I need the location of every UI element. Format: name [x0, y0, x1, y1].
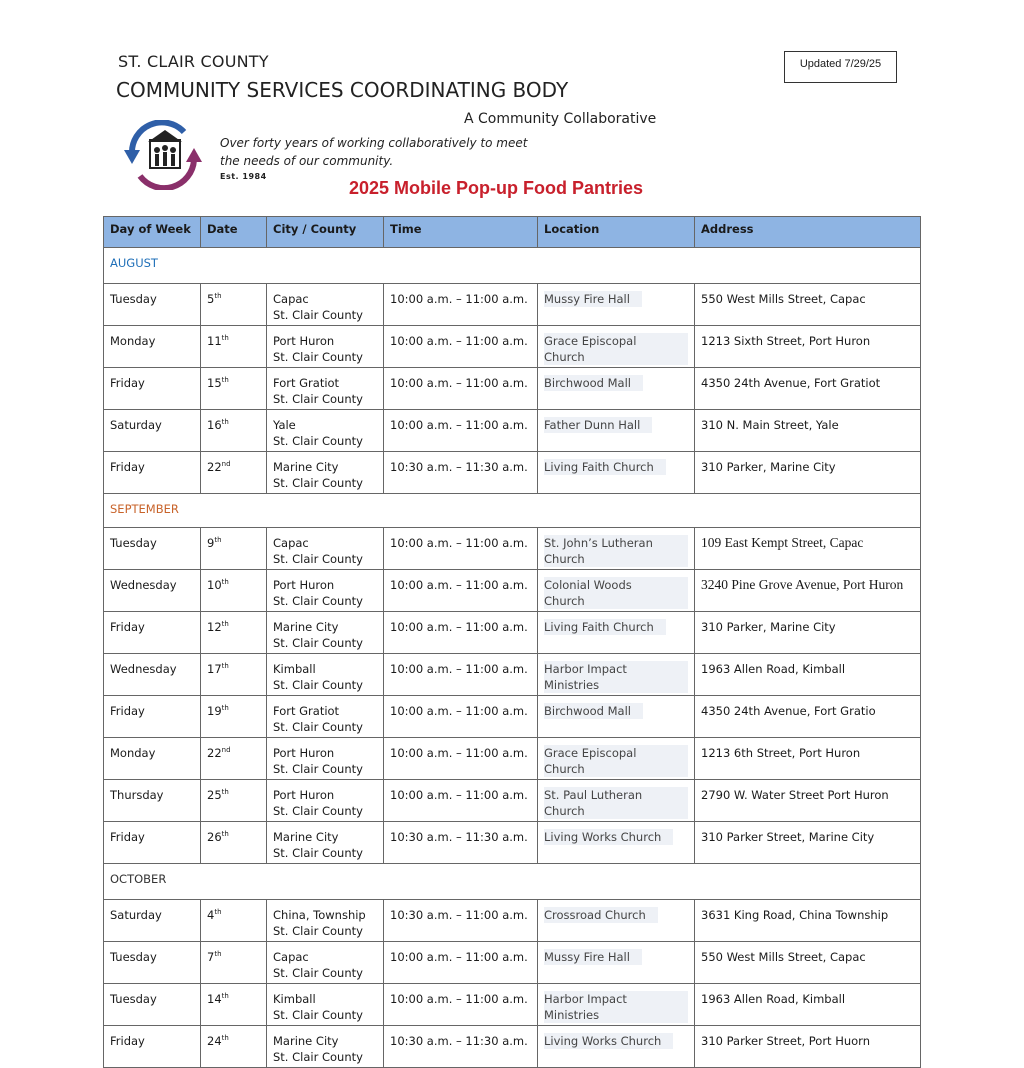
- address-text: 310 Parker Street, Port Huorn: [701, 1034, 871, 1048]
- date-number: 14: [207, 992, 222, 1006]
- time-range: 10:00 a.m. – 11:00 a.m.: [390, 418, 528, 432]
- location-name: Harbor Impact Ministries: [544, 991, 688, 1023]
- date-suffix: th: [214, 292, 222, 301]
- day-cell: [104, 900, 201, 942]
- date-number: 16: [207, 418, 222, 432]
- time-range: 10:00 a.m. – 11:00 a.m.: [390, 376, 528, 390]
- location-name: St. Paul Lutheran Church: [544, 787, 688, 819]
- time-cell: [384, 696, 538, 738]
- location-name: Colonial Woods Church: [544, 577, 688, 609]
- date-number: 5: [207, 292, 215, 306]
- month-label: SEPTEMBER: [104, 494, 921, 528]
- day-cell: [104, 696, 201, 738]
- document-title: 2025 Mobile Pop-up Food Pantries: [349, 178, 644, 198]
- table-row: [104, 612, 921, 654]
- table-row: [104, 822, 921, 864]
- city-county-cell: [267, 284, 384, 326]
- table-row: [104, 570, 921, 612]
- time-range: 10:00 a.m. – 11:00 a.m.: [390, 620, 528, 634]
- location-cell: [538, 326, 695, 368]
- location-name: Harbor Impact Ministries: [544, 661, 688, 693]
- city-county-cell: [267, 738, 384, 780]
- date-suffix: th: [221, 788, 229, 797]
- address-text: 1963 Allen Road, Kimball: [701, 992, 846, 1006]
- date-cell: [201, 284, 267, 326]
- time-range: 10:30 a.m. – 11:00 a.m.: [390, 908, 528, 922]
- location-cell: [538, 612, 695, 654]
- table-row: [104, 410, 921, 452]
- address-cell: [695, 654, 921, 696]
- table-row: [104, 738, 921, 780]
- location-cell: [538, 984, 695, 1026]
- city-county-cell: [267, 1026, 384, 1068]
- address-text: 310 Parker Street, Marine City: [701, 830, 875, 844]
- day-of-week: Friday: [110, 704, 145, 718]
- county-name: St. Clair County: [273, 924, 363, 938]
- day-of-week: Thursday: [110, 788, 164, 802]
- county-name: St. Clair County: [273, 762, 363, 776]
- day-of-week: Tuesday: [110, 992, 157, 1006]
- county-name: St. Clair County: [273, 1008, 363, 1022]
- address-text: 550 West Mills Street, Capac: [701, 292, 866, 306]
- day-cell: [104, 654, 201, 696]
- location-name: Living Faith Church: [544, 459, 666, 475]
- location-cell: [538, 452, 695, 494]
- city-name: China, Township: [273, 908, 366, 922]
- location-name: Father Dunn Hall: [544, 417, 652, 433]
- time-range: 10:00 a.m. – 11:00 a.m.: [390, 746, 528, 760]
- time-cell: [384, 612, 538, 654]
- location-name: Mussy Fire Hall: [544, 949, 642, 965]
- date-cell: [201, 410, 267, 452]
- location-name: Grace Episcopal Church: [544, 333, 688, 365]
- month-header-row: [104, 248, 921, 284]
- time-cell: [384, 326, 538, 368]
- date-number: 24: [207, 1034, 222, 1048]
- date-cell: [201, 612, 267, 654]
- address-text: 109 East Kempt Street, Capac: [701, 535, 864, 550]
- day-cell: [104, 284, 201, 326]
- city-name: Port Huron: [273, 334, 335, 348]
- time-cell: [384, 570, 538, 612]
- day-of-week: Friday: [110, 1034, 145, 1048]
- address-cell: [695, 528, 921, 570]
- date-cell: [201, 528, 267, 570]
- day-of-week: Friday: [110, 620, 145, 634]
- location-cell: [538, 780, 695, 822]
- address-cell: [695, 822, 921, 864]
- column-header-location: Location: [538, 217, 695, 248]
- column-header-city: City / County: [267, 217, 384, 248]
- column-header-day: Day of Week: [104, 217, 201, 248]
- org-name-line1: ST. CLAIR COUNTY: [118, 52, 269, 71]
- table-row: [104, 942, 921, 984]
- address-cell: [695, 570, 921, 612]
- location-name: Birchwood Mall: [544, 375, 643, 391]
- time-cell: [384, 284, 538, 326]
- city-county-cell: [267, 410, 384, 452]
- city-county-cell: [267, 368, 384, 410]
- table-row: [104, 1026, 921, 1068]
- address-text: 1963 Allen Road, Kimball: [701, 662, 846, 676]
- month-label: AUGUST: [104, 248, 921, 284]
- location-name: Crossroad Church: [544, 907, 658, 923]
- address-cell: [695, 612, 921, 654]
- date-cell: [201, 696, 267, 738]
- day-cell: [104, 326, 201, 368]
- time-cell: [384, 780, 538, 822]
- day-cell: [104, 368, 201, 410]
- city-county-cell: [267, 452, 384, 494]
- day-of-week: Tuesday: [110, 292, 157, 306]
- date-suffix: th: [221, 830, 229, 839]
- date-cell: [201, 900, 267, 942]
- time-range: 10:30 a.m. – 11:30 a.m.: [390, 830, 528, 844]
- location-cell: [538, 1026, 695, 1068]
- address-cell: [695, 452, 921, 494]
- county-name: St. Clair County: [273, 308, 363, 322]
- city-name: Port Huron: [273, 788, 335, 802]
- day-of-week: Wednesday: [110, 662, 177, 676]
- date-suffix: th: [221, 1034, 229, 1043]
- city-name: Marine City: [273, 460, 339, 474]
- address-cell: [695, 696, 921, 738]
- address-cell: [695, 900, 921, 942]
- org-name-line2: COMMUNITY SERVICES COORDINATING BODY: [116, 78, 569, 102]
- food-pantry-schedule-table: [103, 216, 921, 1068]
- county-name: St. Clair County: [273, 846, 363, 860]
- month-header-row: [104, 494, 921, 528]
- date-number: 22: [207, 746, 222, 760]
- address-text: 1213 6th Street, Port Huron: [701, 746, 861, 760]
- location-cell: [538, 284, 695, 326]
- date-suffix: th: [221, 578, 229, 587]
- table-row: [104, 654, 921, 696]
- day-of-week: Wednesday: [110, 578, 177, 592]
- table-row: [104, 284, 921, 326]
- date-suffix: nd: [221, 460, 231, 469]
- address-text: 310 Parker, Marine City: [701, 620, 836, 634]
- date-number: 26: [207, 830, 222, 844]
- time-cell: [384, 1026, 538, 1068]
- day-cell: [104, 780, 201, 822]
- date-suffix: th: [214, 950, 222, 959]
- location-name: Birchwood Mall: [544, 703, 643, 719]
- county-name: St. Clair County: [273, 392, 363, 406]
- time-range: 10:00 a.m. – 11:00 a.m.: [390, 950, 528, 964]
- date-number: 11: [207, 334, 222, 348]
- date-number: 17: [207, 662, 222, 676]
- address-cell: [695, 984, 921, 1026]
- county-name: St. Clair County: [273, 594, 363, 608]
- date-number: 10: [207, 578, 222, 592]
- table-header-row: [104, 217, 921, 248]
- city-name: Kimball: [273, 662, 316, 676]
- time-cell: [384, 528, 538, 570]
- time-cell: [384, 822, 538, 864]
- day-cell: [104, 1026, 201, 1068]
- city-county-cell: [267, 900, 384, 942]
- date-number: 12: [207, 620, 222, 634]
- date-number: 9: [207, 536, 215, 550]
- established-year: Est. 1984: [220, 172, 267, 181]
- city-county-cell: [267, 612, 384, 654]
- time-range: 10:30 a.m. – 11:30 a.m.: [390, 460, 528, 474]
- time-range: 10:30 a.m. – 11:30 a.m.: [390, 1034, 528, 1048]
- location-name: Living Works Church: [544, 1033, 673, 1049]
- date-cell: [201, 368, 267, 410]
- time-cell: [384, 738, 538, 780]
- date-suffix: th: [221, 620, 229, 629]
- table-row: [104, 368, 921, 410]
- city-county-cell: [267, 780, 384, 822]
- day-cell: [104, 528, 201, 570]
- day-cell: [104, 452, 201, 494]
- city-name: Capac: [273, 292, 309, 306]
- day-cell: [104, 942, 201, 984]
- location-cell: [538, 410, 695, 452]
- county-name: St. Clair County: [273, 636, 363, 650]
- table-row: [104, 528, 921, 570]
- time-range: 10:00 a.m. – 11:00 a.m.: [390, 704, 528, 718]
- date-suffix: th: [214, 536, 222, 545]
- location-cell: [538, 822, 695, 864]
- location-name: St. John’s Lutheran Church: [544, 535, 688, 567]
- date-cell: [201, 570, 267, 612]
- address-text: 1213 Sixth Street, Port Huron: [701, 334, 871, 348]
- table-row: [104, 900, 921, 942]
- day-of-week: Tuesday: [110, 950, 157, 964]
- city-county-cell: [267, 696, 384, 738]
- city-name: Kimball: [273, 992, 316, 1006]
- location-name: Living Faith Church: [544, 619, 666, 635]
- date-cell: [201, 822, 267, 864]
- city-name: Marine City: [273, 830, 339, 844]
- address-cell: [695, 284, 921, 326]
- location-cell: [538, 942, 695, 984]
- address-text: 310 Parker, Marine City: [701, 460, 836, 474]
- time-cell: [384, 900, 538, 942]
- address-text: 4350 24th Avenue, Fort Gratio: [701, 704, 876, 718]
- date-suffix: th: [214, 908, 222, 917]
- day-of-week: Tuesday: [110, 536, 157, 550]
- date-number: 22: [207, 460, 222, 474]
- city-name: Capac: [273, 536, 309, 550]
- city-name: Fort Gratiot: [273, 376, 340, 390]
- location-name: Living Works Church: [544, 829, 673, 845]
- date-cell: [201, 452, 267, 494]
- date-cell: [201, 326, 267, 368]
- time-cell: [384, 984, 538, 1026]
- county-name: St. Clair County: [273, 350, 363, 364]
- city-name: Yale: [273, 418, 296, 432]
- address-cell: [695, 780, 921, 822]
- table-row: [104, 452, 921, 494]
- county-name: St. Clair County: [273, 678, 363, 692]
- day-cell: [104, 612, 201, 654]
- location-cell: [538, 900, 695, 942]
- organization-logo-icon: [122, 120, 208, 190]
- city-name: Port Huron: [273, 746, 335, 760]
- county-name: St. Clair County: [273, 434, 363, 448]
- county-name: St. Clair County: [273, 804, 363, 818]
- month-header-row: [104, 864, 921, 900]
- city-name: Marine City: [273, 1034, 339, 1048]
- time-range: 10:00 a.m. – 11:00 a.m.: [390, 788, 528, 802]
- time-range: 10:00 a.m. – 11:00 a.m.: [390, 334, 528, 348]
- day-of-week: Monday: [110, 334, 156, 348]
- city-name: Port Huron: [273, 578, 335, 592]
- day-cell: [104, 738, 201, 780]
- date-suffix: th: [221, 704, 229, 713]
- date-number: 7: [207, 950, 215, 964]
- date-cell: [201, 942, 267, 984]
- address-text: 4350 24th Avenue, Fort Gratiot: [701, 376, 881, 390]
- city-name: Fort Gratiot: [273, 704, 340, 718]
- table-row: [104, 326, 921, 368]
- address-text: 550 West Mills Street, Capac: [701, 950, 866, 964]
- updated-date-box: Updated 7/29/25: [784, 51, 897, 83]
- county-name: St. Clair County: [273, 966, 363, 980]
- day-of-week: Friday: [110, 830, 145, 844]
- date-cell: [201, 654, 267, 696]
- address-cell: [695, 738, 921, 780]
- day-of-week: Friday: [110, 376, 145, 390]
- time-range: 10:00 a.m. – 11:00 a.m.: [390, 578, 528, 592]
- column-header-date: Date: [201, 217, 267, 248]
- column-header-address: Address: [695, 217, 921, 248]
- city-county-cell: [267, 570, 384, 612]
- city-county-cell: [267, 822, 384, 864]
- location-cell: [538, 570, 695, 612]
- date-suffix: th: [221, 662, 229, 671]
- county-name: St. Clair County: [273, 552, 363, 566]
- city-county-cell: [267, 326, 384, 368]
- date-cell: [201, 780, 267, 822]
- date-suffix: nd: [221, 746, 231, 755]
- time-range: 10:00 a.m. – 11:00 a.m.: [390, 662, 528, 676]
- date-cell: [201, 1026, 267, 1068]
- table-row: [104, 780, 921, 822]
- org-subtitle: A Community Collaborative: [464, 111, 657, 127]
- time-cell: [384, 452, 538, 494]
- day-cell: [104, 410, 201, 452]
- date-suffix: th: [221, 992, 229, 1001]
- county-name: St. Clair County: [273, 1050, 363, 1064]
- address-text: 3631 King Road, China Township: [701, 908, 889, 922]
- address-cell: [695, 326, 921, 368]
- county-name: St. Clair County: [273, 476, 363, 490]
- location-name: Grace Episcopal Church: [544, 745, 688, 777]
- location-cell: [538, 368, 695, 410]
- date-cell: [201, 984, 267, 1026]
- time-range: 10:00 a.m. – 11:00 a.m.: [390, 536, 528, 550]
- address-cell: [695, 410, 921, 452]
- city-name: Capac: [273, 950, 309, 964]
- location-name: Mussy Fire Hall: [544, 291, 642, 307]
- date-suffix: th: [221, 334, 229, 343]
- location-cell: [538, 738, 695, 780]
- address-text: 3240 Pine Grove Avenue, Port Huron: [701, 577, 904, 592]
- day-of-week: Monday: [110, 746, 156, 760]
- time-cell: [384, 654, 538, 696]
- day-cell: [104, 570, 201, 612]
- tagline: Over forty years of working collaboratively to meet the needs of our community.: [220, 136, 528, 168]
- city-name: Marine City: [273, 620, 339, 634]
- column-header-time: Time: [384, 217, 538, 248]
- address-cell: [695, 1026, 921, 1068]
- day-cell: [104, 822, 201, 864]
- city-county-cell: [267, 654, 384, 696]
- date-cell: [201, 738, 267, 780]
- city-county-cell: [267, 984, 384, 1026]
- time-range: 10:00 a.m. – 11:00 a.m.: [390, 992, 528, 1006]
- date-suffix: th: [221, 376, 229, 385]
- time-cell: [384, 368, 538, 410]
- date-number: 4: [207, 908, 215, 922]
- location-cell: [538, 654, 695, 696]
- time-range: 10:00 a.m. – 11:00 a.m.: [390, 292, 528, 306]
- date-number: 15: [207, 376, 222, 390]
- table-row: [104, 696, 921, 738]
- date-number: 19: [207, 704, 222, 718]
- address-cell: [695, 368, 921, 410]
- day-of-week: Saturday: [110, 418, 162, 432]
- day-of-week: Friday: [110, 460, 145, 474]
- time-cell: [384, 410, 538, 452]
- county-name: St. Clair County: [273, 720, 363, 734]
- location-cell: [538, 696, 695, 738]
- date-number: 25: [207, 788, 222, 802]
- address-text: 310 N. Main Street, Yale: [701, 418, 839, 432]
- address-cell: [695, 942, 921, 984]
- location-cell: [538, 528, 695, 570]
- address-text: 2790 W. Water Street Port Huron: [701, 788, 889, 802]
- date-suffix: th: [221, 418, 229, 427]
- time-cell: [384, 942, 538, 984]
- day-cell: [104, 984, 201, 1026]
- city-county-cell: [267, 942, 384, 984]
- city-county-cell: [267, 528, 384, 570]
- day-of-week: Saturday: [110, 908, 162, 922]
- month-label: OCTOBER: [104, 864, 921, 900]
- table-row: [104, 984, 921, 1026]
